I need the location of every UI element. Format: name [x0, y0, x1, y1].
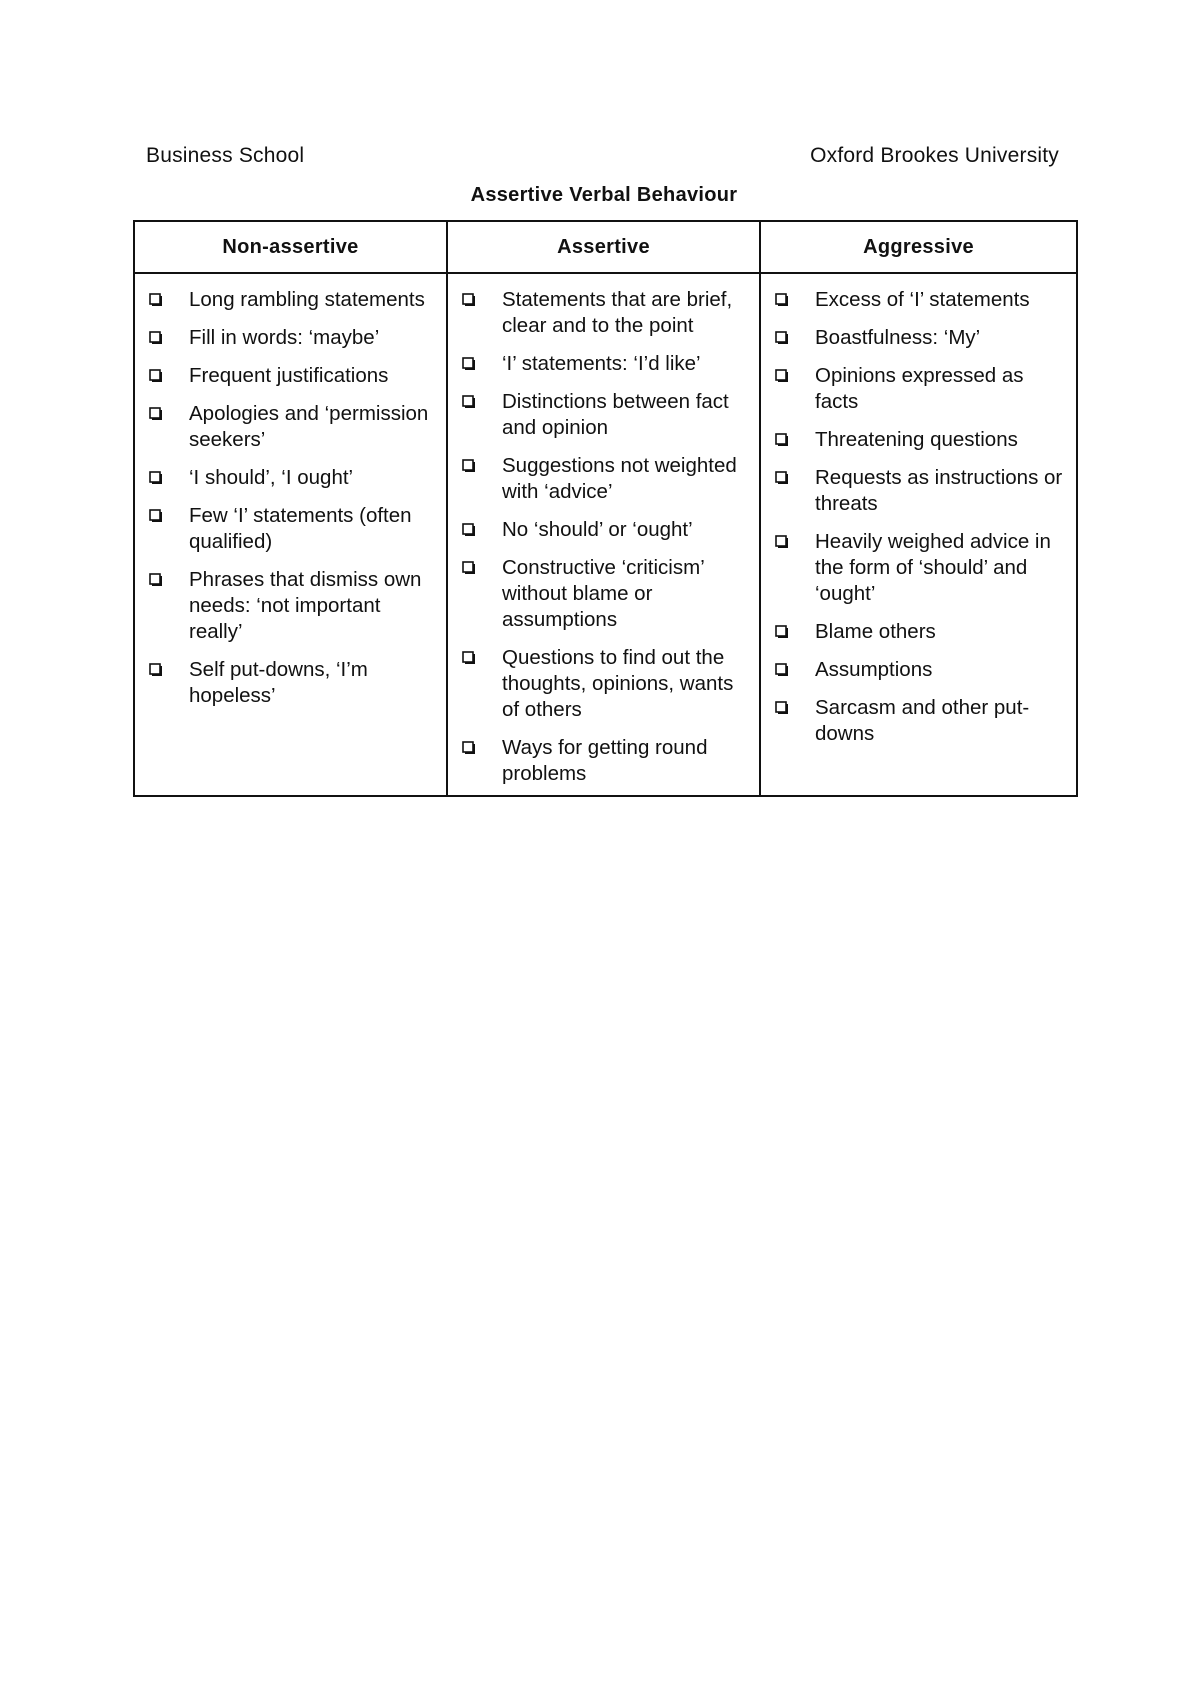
list-item	[771, 465, 1068, 517]
list-item-text: Apologies and ‘permission seekers’	[189, 402, 429, 451]
checkbox-bullet-icon	[462, 293, 476, 307]
column-heading-aggressive: Aggressive	[760, 221, 1077, 273]
non-assertive-list	[145, 287, 438, 709]
checkbox-bullet-icon	[149, 573, 163, 587]
list-item	[458, 735, 751, 787]
list-item-text: Statements that are brief, clear and to the point	[502, 288, 733, 337]
list-item-text: Blame others	[815, 620, 936, 643]
list-item-text: Frequent justifications	[189, 364, 389, 387]
list-item	[771, 657, 1068, 683]
list-item-text: Phrases that dismiss own needs: ‘not important really’	[189, 568, 422, 643]
checkbox-bullet-icon	[775, 663, 789, 677]
list-item	[145, 325, 438, 351]
header-department: Business School	[146, 144, 305, 167]
checkbox-bullet-icon	[462, 395, 476, 409]
checkbox-bullet-icon	[775, 433, 789, 447]
list-item	[145, 401, 438, 453]
list-item-text: Ways for getting round problems	[502, 736, 708, 785]
list-item-text: Heavily weighed advice in the form of ‘should’ and ‘ought’	[815, 530, 1051, 605]
list-item	[771, 363, 1068, 415]
checkbox-bullet-icon	[462, 523, 476, 537]
checkbox-bullet-icon	[149, 407, 163, 421]
checkbox-bullet-icon	[775, 701, 789, 715]
behaviour-table	[133, 220, 1078, 797]
list-item	[145, 465, 438, 491]
list-item	[458, 555, 751, 633]
list-item-text: ‘I’ statements: ‘I’d like’	[502, 352, 701, 375]
column-cell-non-assertive	[134, 273, 447, 796]
checkbox-bullet-icon	[149, 663, 163, 677]
checkbox-bullet-icon	[462, 561, 476, 575]
list-item	[771, 287, 1068, 313]
list-item-text: Requests as instructions or threats	[815, 466, 1063, 515]
list-item	[458, 287, 751, 339]
list-item-text: Boastfulness: ‘My’	[815, 326, 981, 349]
checkbox-bullet-icon	[775, 535, 789, 549]
list-item-text: Constructive ‘criticism’ without blame or assumptions	[502, 556, 704, 631]
table-header-row	[134, 221, 1077, 273]
list-item	[458, 453, 751, 505]
checkbox-bullet-icon	[149, 331, 163, 345]
checkbox-bullet-icon	[775, 625, 789, 639]
list-item-text: Excess of ‘I’ statements	[815, 288, 1030, 311]
list-item	[145, 503, 438, 555]
checkbox-bullet-icon	[775, 369, 789, 383]
column-cell-aggressive	[760, 273, 1077, 796]
header-institution: Oxford Brookes University	[810, 144, 1059, 167]
checkbox-bullet-icon	[462, 459, 476, 473]
list-item	[145, 657, 438, 709]
checkbox-bullet-icon	[462, 651, 476, 665]
list-item-text: ‘I should’, ‘I ought’	[189, 466, 354, 489]
checkbox-bullet-icon	[462, 357, 476, 371]
checkbox-bullet-icon	[149, 509, 163, 523]
checkbox-bullet-icon	[149, 471, 163, 485]
list-item-text: No ‘should’ or ‘ought’	[502, 518, 693, 541]
list-item	[771, 325, 1068, 351]
column-cell-assertive	[447, 273, 760, 796]
list-item	[145, 287, 438, 313]
list-item-text: Fill in words: ‘maybe’	[189, 326, 380, 349]
aggressive-list	[771, 287, 1068, 747]
checkbox-bullet-icon	[149, 369, 163, 383]
list-item-text: Threatening questions	[815, 428, 1018, 451]
list-item-text: Opinions expressed as facts	[815, 364, 1024, 413]
checkbox-bullet-icon	[462, 741, 476, 755]
list-item-text: Sarcasm and other put-downs	[815, 696, 1030, 745]
list-item-text: Self put-downs, ‘I’m hopeless’	[189, 658, 368, 707]
checkbox-bullet-icon	[775, 293, 789, 307]
list-item	[771, 529, 1068, 607]
list-item	[458, 389, 751, 441]
list-item	[458, 351, 751, 377]
list-item-text: Long rambling statements	[189, 288, 425, 311]
list-item-text: Suggestions not weighted with ‘advice’	[502, 454, 737, 503]
list-item-text: Few ‘I’ statements (often qualified)	[189, 504, 412, 553]
checkbox-bullet-icon	[149, 293, 163, 307]
column-heading-non-assertive: Non-assertive	[134, 221, 447, 273]
list-item	[458, 645, 751, 723]
list-item	[771, 427, 1068, 453]
list-item	[145, 363, 438, 389]
list-item-text: Questions to find out the thoughts, opinions, wants of others	[502, 646, 734, 721]
list-item	[771, 619, 1068, 645]
list-item-text: Assumptions	[815, 658, 933, 681]
assertive-list	[458, 287, 751, 787]
checkbox-bullet-icon	[775, 471, 789, 485]
list-item-text: Distinctions between fact and opinion	[502, 390, 729, 439]
table-body-row	[134, 273, 1077, 796]
document-title: Assertive Verbal Behaviour	[470, 184, 738, 206]
column-heading-assertive: Assertive	[447, 221, 760, 273]
checkbox-bullet-icon	[775, 331, 789, 345]
list-item	[771, 695, 1068, 747]
list-item	[458, 517, 751, 543]
list-item	[145, 567, 438, 645]
